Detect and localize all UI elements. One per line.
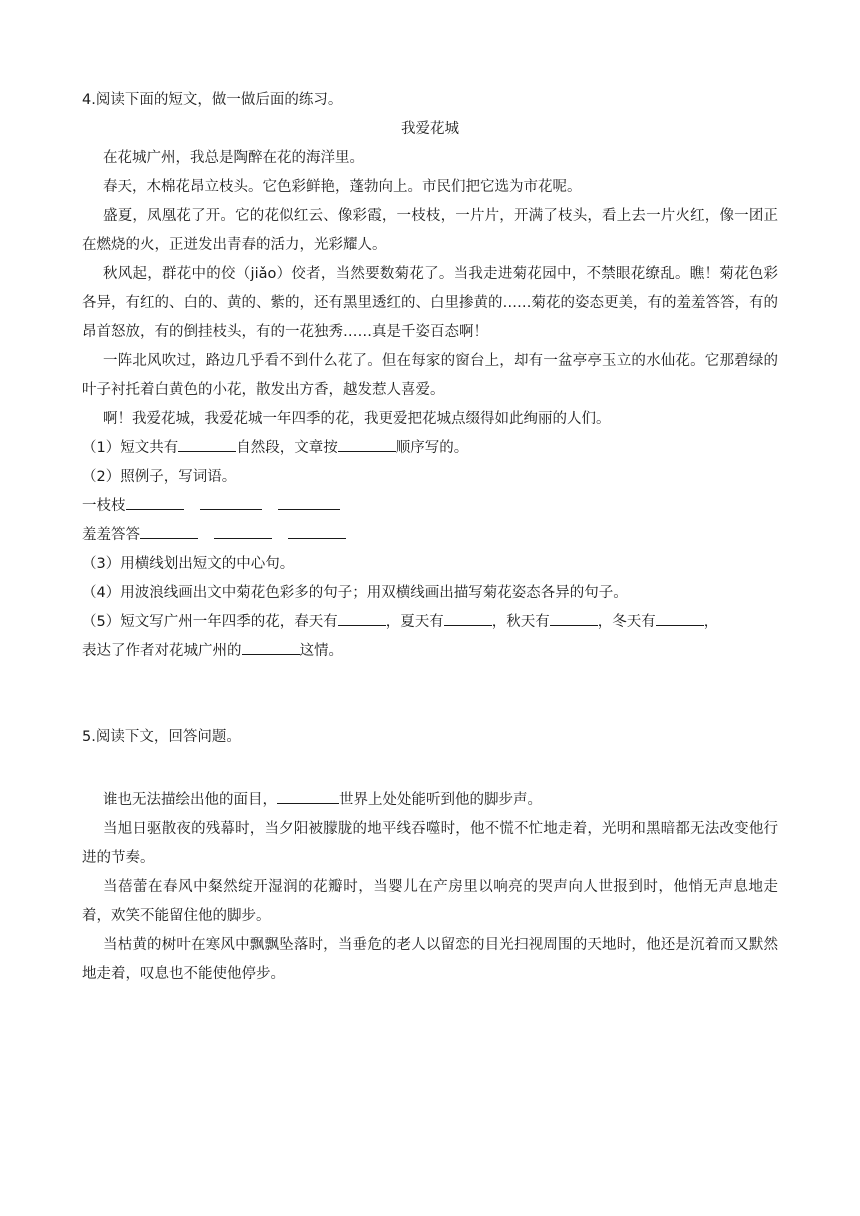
passage-paragraph: 秋风起，群花中的佼（jiǎo）佼者，当然要数菊花了。当我走进菊花园中，不禁眼花缭乱。瞧！菊花色彩各异，有红的、白的、黄的、紫的，还有黑里透红的、白里掺黄的……菊花的姿态更美，有的羞羞答答，有的昂首怒放，有的倒挂枝头，有的一花独秀……真是千姿百态啊！	[82, 266, 778, 340]
sub-question-5-text: ，秋天有	[491, 614, 550, 630]
word-example: 一枝枝	[82, 498, 126, 514]
passage-text: 谁也无法描绘出他的面目，	[103, 792, 278, 808]
sub-question-3: （3）用横线划出短文的中心句。	[82, 556, 295, 572]
answer-blank[interactable]	[277, 802, 339, 804]
sub-question-4: （4）用波浪线画出文中菊花色彩多的句子；用双横线画出描写菊花姿态各异的句子。	[82, 585, 628, 601]
question-4-heading: 4.阅读下面的短文，做一做后面的练习。	[82, 92, 343, 108]
question-5-heading: 5.阅读下文，回答问题。	[82, 729, 241, 745]
word-example-row	[82, 521, 778, 550]
sub-question-5-text: ，	[703, 614, 719, 630]
answer-blank[interactable]	[550, 624, 598, 626]
passage-paragraph: 啊！我爱花城，我爱花城一年四季的花，我更爱把花城点缀得如此绚丽的人们。	[103, 411, 611, 427]
answer-blank[interactable]	[444, 624, 492, 626]
sub-question-5-text: ，冬天有	[597, 614, 656, 630]
passage-paragraph: 当枯黄的树叶在寒风中飘飘坠落时，当垂危的老人以留恋的目光扫视周围的天地时，他还是沉着而又默然地走着，叹息也不能使他停步。	[82, 937, 778, 982]
passage-paragraph: 一阵北风吹过，路边几乎看不到什么花了。但在每家的窗台上，却有一盆亭亭玉立的水仙花。它那碧绿的叶子衬托着白黄色的小花，散发出方香，越发惹人喜爱。	[82, 353, 778, 398]
sub-question-2: （2）照例子，写词语。	[82, 469, 237, 485]
sub-question-1-text: （1）短文共有	[82, 440, 179, 456]
answer-blank[interactable]	[178, 450, 236, 452]
passage-title: 我爱花城	[401, 121, 459, 137]
sub-question-5-text: （5）短文写广州一年四季的花，春天有	[82, 614, 338, 630]
passage-paragraph: 春天，木棉花昂立枝头。它色彩鲜艳，蓬勃向上。市民们把它选为市花呢。	[103, 179, 582, 195]
answer-blank[interactable]	[288, 537, 346, 539]
passage-text: 世界上处处能听到他的脚步声。	[339, 792, 543, 808]
answer-blank[interactable]	[338, 624, 386, 626]
answer-blank[interactable]	[140, 537, 198, 539]
answer-blank[interactable]	[214, 537, 272, 539]
word-example: 羞羞答答	[82, 527, 140, 543]
sub-question-5-continued	[82, 637, 778, 666]
answer-blank[interactable]	[656, 624, 704, 626]
passage-paragraph: 当旭日驱散夜的残幕时，当夕阳被朦胧的地平线吞噬时，他不慌不忙地走着，光明和黑暗都无法改变他行进的节奏。	[82, 821, 778, 866]
worksheet-page	[82, 86, 778, 989]
sub-question-5-text: ，夏天有	[385, 614, 444, 630]
answer-blank[interactable]	[278, 508, 340, 510]
answer-blank[interactable]	[338, 450, 396, 452]
sub-question-5	[82, 608, 778, 637]
sub-question-5-text: 这情。	[299, 643, 343, 659]
sub-question-1	[82, 434, 778, 463]
passage-paragraph: 当蓓蕾在春风中粲然绽开湿润的花瓣时，当婴儿在产房里以响亮的哭声向人世报到时，他悄无声息地走着，欢笑不能留住他的脚步。	[82, 879, 778, 924]
sub-question-5-text: 表达了作者对花城广州的	[82, 643, 242, 659]
answer-blank[interactable]	[126, 508, 184, 510]
answer-blank[interactable]	[242, 653, 300, 655]
sub-question-1-text: 顺序写的。	[395, 440, 469, 456]
answer-blank[interactable]	[200, 508, 262, 510]
word-example-row	[82, 492, 778, 521]
passage-paragraph: 在花城广州，我总是陶醉在花的海洋里。	[103, 150, 365, 166]
sub-question-1-text: 自然段，文章按	[236, 440, 338, 456]
passage-paragraph	[82, 786, 778, 815]
passage-paragraph: 盛夏，凤凰花了开。它的花似红云、像彩霞，一枝枝，一片片，开满了枝头，看上去一片火红，像一团正在燃烧的火，正迸发出青春的活力，光彩耀人。	[82, 208, 778, 253]
